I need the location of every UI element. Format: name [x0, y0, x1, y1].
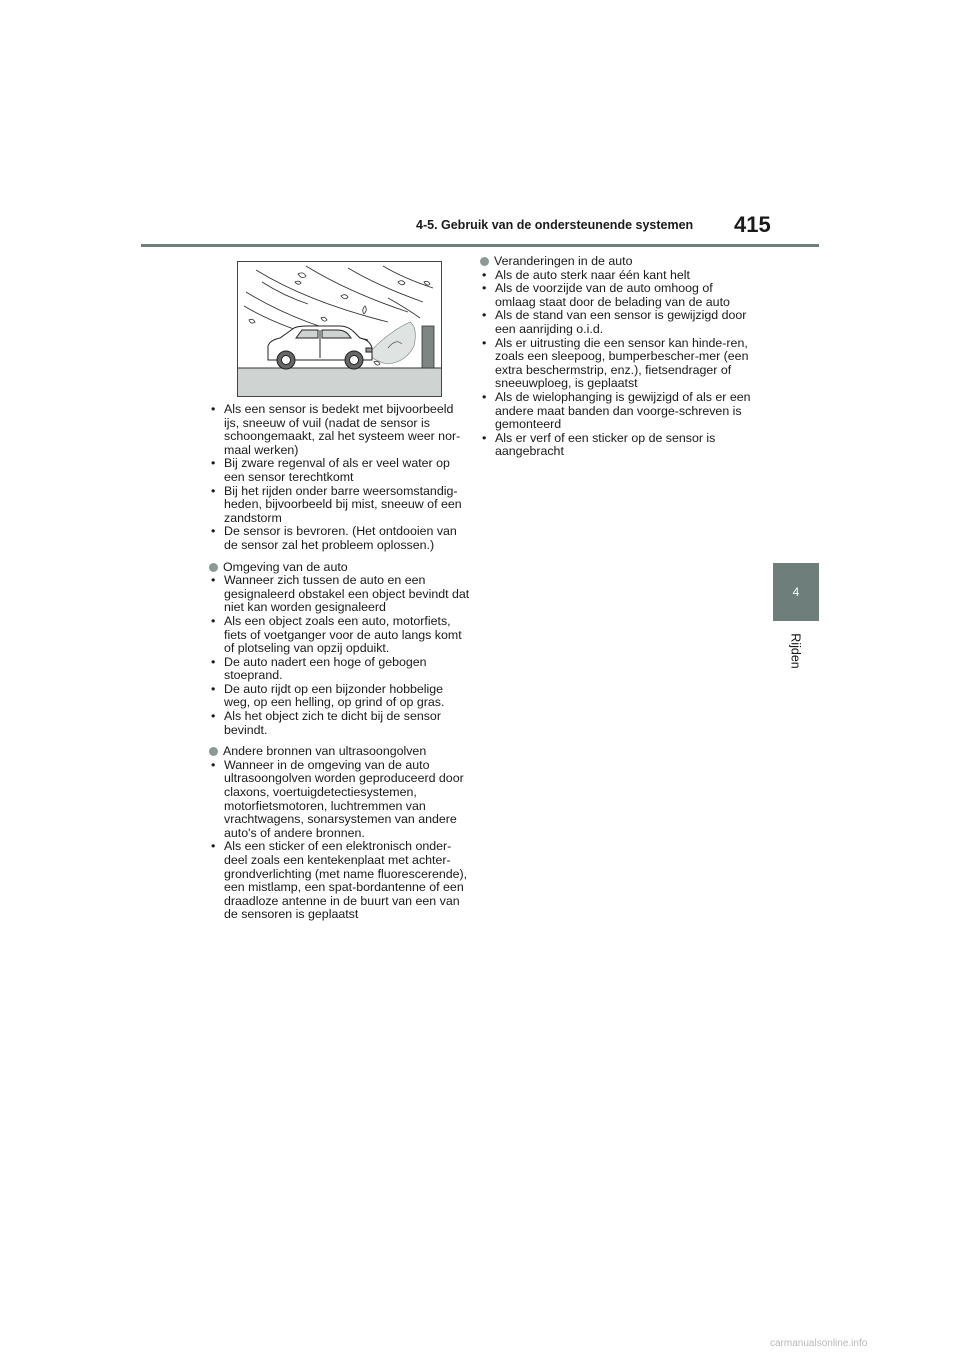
- section-title: 4-5. Gebruik van de ondersteunende systemen: [416, 218, 694, 232]
- chapter-label: [781, 626, 811, 676]
- list-item: • De auto rijdt op een bijzonder hobbelige weg, op een helling, op grind of op gras.: [209, 683, 471, 710]
- list-item: • Als de stand van een sensor is gewijzigd door een aanrijding o.i.d.: [480, 309, 755, 336]
- watermark: carmanualsonline.info: [770, 1338, 868, 1349]
- section-heading: [209, 745, 471, 759]
- list-item: • Bij het rijden onder barre weersomstandig-heden, bijvoorbeeld bij mist, sneeuw of een zandstorm: [209, 485, 471, 526]
- list-item: • Als de auto sterk naar één kant helt: [480, 269, 755, 283]
- list-item: • Wanneer in de omgeving van de auto ultrasoongolven worden geproduceerd door claxons, voertuigdetectiesystemen, motorfietsmotoren, luchtremmen van vrachtwagens, sonarsystemen van andere auto's of andere bronnen.: [209, 759, 471, 841]
- list-item: • Als de voorzijde van de auto omhoog of omlaag staat door de belading van de auto: [480, 282, 755, 309]
- section-heading-text: Veranderingen in de auto: [494, 254, 633, 268]
- section-list: [209, 759, 471, 922]
- chapter-number: 4: [792, 585, 800, 599]
- chapter-label-text: Rijden: [789, 633, 803, 669]
- section-heading-text: Andere bronnen van ultrasoongolven: [223, 744, 427, 759]
- section-ultrasonic-sources: [209, 745, 471, 922]
- illustration-drawing: [238, 262, 441, 396]
- list-item: • Als er uitrusting die een sensor kan hinde-ren, zoals een sleepoog, bumperbescher-mer (een extra beschermstrip, enz.), fietsendrager of sneeuwploeg, is geplaatst: [480, 337, 755, 391]
- list-item: • Als het object zich te dicht bij de sensor bevindt.: [209, 710, 471, 737]
- chapter-tab: [773, 563, 819, 621]
- list-item: • Als de wielophanging is gewijzigd of als er een andere maat banden dan voorge-schreven is gemonteerd: [480, 391, 755, 432]
- bullet-dot-icon: [209, 563, 218, 572]
- bullet-dot-icon: [209, 747, 218, 756]
- list-item: • Als er verf of een sticker op de sensor is aangebracht: [480, 432, 755, 459]
- list-item: • Als een sticker of een elektronisch onder-deel zoals een kentekenplaat met achter-grondverlichting (met name fluorescerende), een mistlamp, een spat-bordantenne of een draadloze antenne in de buurt van een van de sensoren is geplaatst: [209, 840, 471, 922]
- list-item: • Bij zware regenval of als er veel water op een sensor terechtkomt: [209, 457, 471, 484]
- intro-list: [209, 403, 471, 553]
- section-surroundings: [209, 561, 471, 738]
- section-vehicle-changes: [480, 255, 755, 459]
- list-item: • De auto nadert een hoge of gebogen stoeprand.: [209, 656, 471, 683]
- page-number: 415: [734, 212, 771, 237]
- section-heading: [209, 561, 471, 575]
- suv-car: [268, 326, 372, 369]
- left-column: [209, 403, 471, 922]
- section-heading: [480, 255, 755, 269]
- list-item: • De sensor is bevroren. (Het ontdooien van de sensor zal het probleem oplossen.): [209, 525, 471, 552]
- bullet-dot-icon: [480, 257, 489, 266]
- spray-cloud: [368, 322, 415, 364]
- section-heading-text: Omgeving van de auto: [223, 559, 348, 574]
- list-item: • Als een sensor is bedekt met bijvoorbeeld ijs, sneeuw of vuil (nadat de sensor is schoongemaakt, zal het systeem weer nor-maal werken): [209, 403, 471, 457]
- right-column: [480, 255, 755, 459]
- section-list: [209, 574, 471, 737]
- section-list: [480, 269, 755, 459]
- ground: [238, 368, 441, 396]
- list-item: • Wanneer zich tussen de auto en een gesignaleerd obstakel een object bevindt dat niet kan worden gesignaleerd: [209, 574, 471, 615]
- wall-obstacle: [422, 326, 434, 368]
- header-divider: [141, 244, 819, 247]
- list-item: • Als een object zoals een auto, motorfiets, fiets of voetganger voor de auto langs komt of plotseling van opzij opduikt.: [209, 615, 471, 656]
- car-sensor-weather-illustration: [237, 261, 442, 397]
